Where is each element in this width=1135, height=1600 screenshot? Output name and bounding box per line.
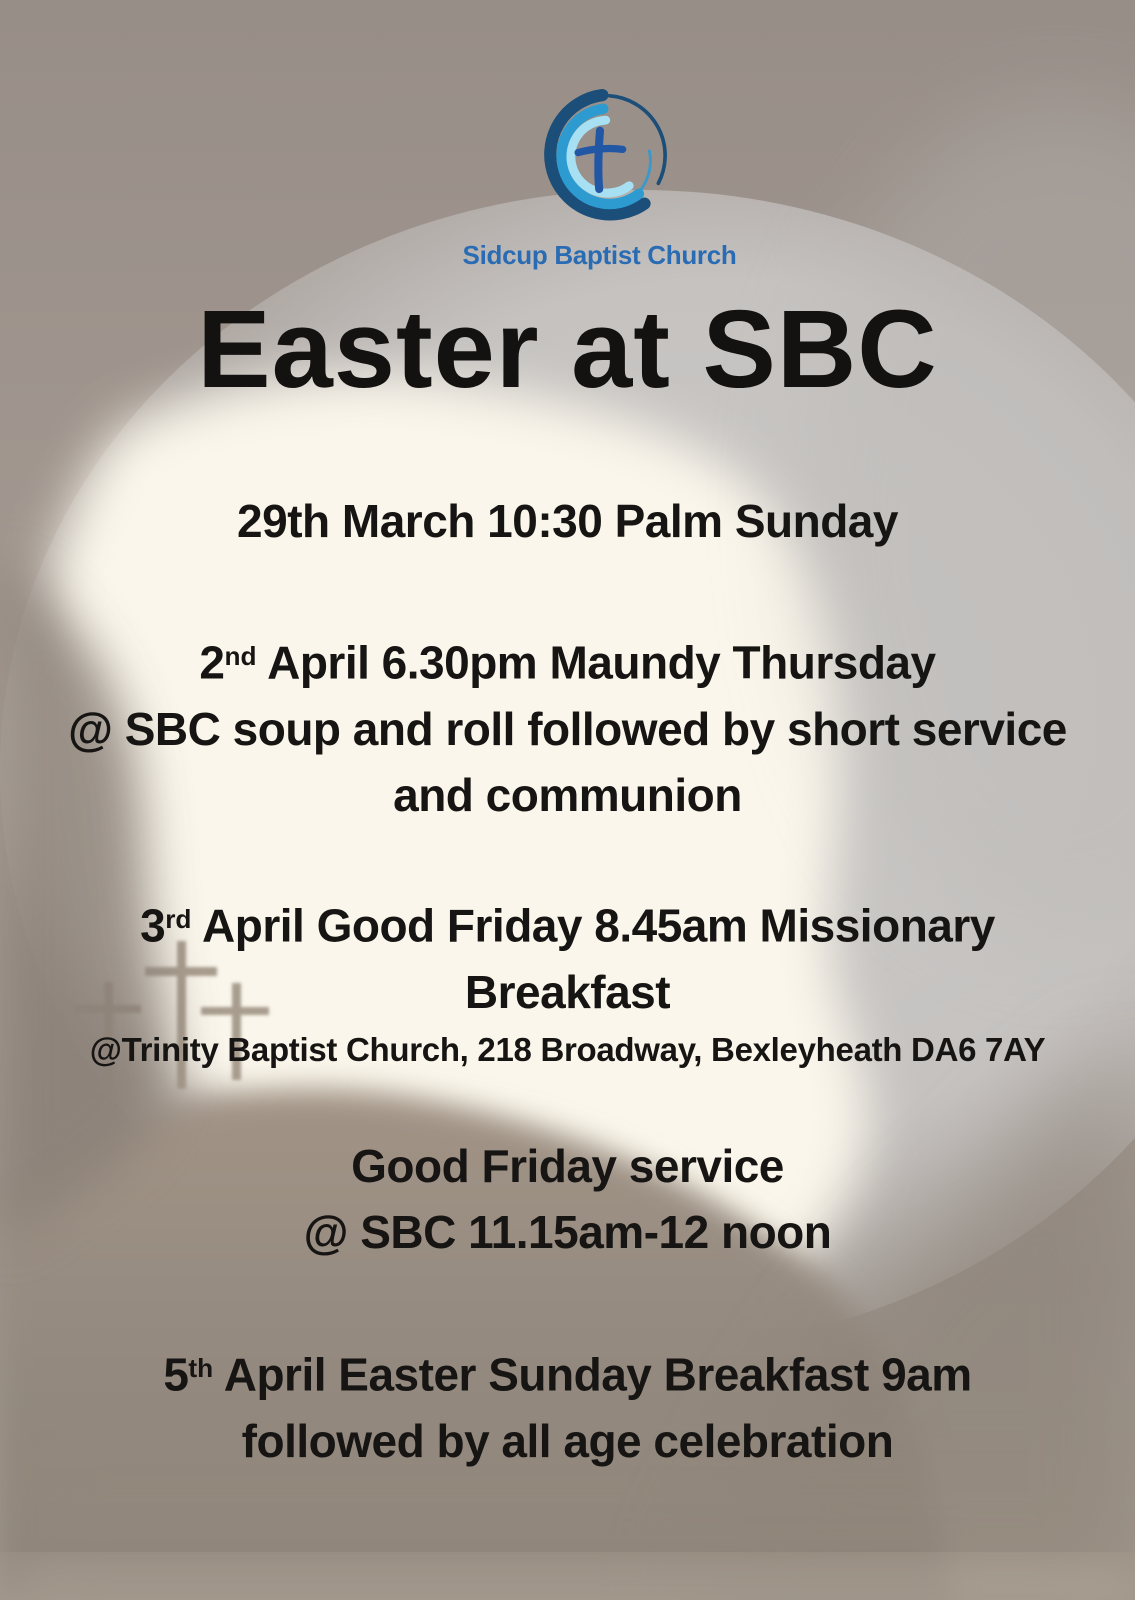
event-text-segment: 5 bbox=[163, 1348, 189, 1401]
ordinal-suffix: th bbox=[188, 1353, 214, 1383]
event-text-line bbox=[0, 623, 1135, 696]
event-text-line bbox=[0, 1408, 1135, 1474]
event-block bbox=[0, 1335, 1135, 1474]
event-block bbox=[0, 886, 1135, 1075]
ordinal-suffix: rd bbox=[165, 904, 192, 934]
event-block bbox=[0, 623, 1135, 828]
event-block bbox=[0, 488, 1135, 554]
event-text-segment: and communion bbox=[393, 768, 742, 821]
event-text-line bbox=[0, 696, 1135, 762]
event-text-line bbox=[0, 488, 1135, 554]
event-text-line bbox=[0, 1199, 1135, 1265]
event-text-segment: 29th March 10:30 Palm Sunday bbox=[237, 495, 898, 547]
event-text-segment: Good Friday service bbox=[351, 1140, 784, 1192]
event-text-line bbox=[0, 1133, 1135, 1199]
event-text-segment: April Good Friday 8.45am Missionary bbox=[191, 899, 995, 952]
event-text-segment: @ SBC 11.15am-12 noon bbox=[303, 1206, 832, 1258]
event-text-segment: April 6.30pm Maundy Thursday bbox=[256, 636, 936, 689]
event-text-line bbox=[0, 762, 1135, 828]
event-text-line bbox=[0, 1335, 1135, 1408]
ordinal-suffix: nd bbox=[224, 641, 257, 671]
event-text-line bbox=[0, 886, 1135, 959]
event-text-segment: 3 bbox=[140, 899, 166, 952]
event-text-line bbox=[0, 959, 1135, 1025]
event-text-segment: @ SBC soup and roll followed by short service bbox=[68, 702, 1067, 755]
event-text-segment: followed by all age celebration bbox=[241, 1414, 894, 1467]
event-text-segment: 2 bbox=[199, 636, 225, 689]
event-text-segment: Breakfast bbox=[464, 965, 671, 1018]
event-text-line bbox=[0, 1025, 1135, 1075]
church-name: Sidcup Baptist Church bbox=[462, 240, 737, 270]
event-text-segment: @Trinity Baptist Church, 218 Broadway, Bexleyheath DA6 7AY bbox=[89, 1030, 1046, 1068]
event-block bbox=[0, 1133, 1135, 1265]
page-title: Easter at SBC bbox=[197, 288, 938, 411]
event-text-segment: April Easter Sunday Breakfast 9am bbox=[213, 1348, 972, 1401]
